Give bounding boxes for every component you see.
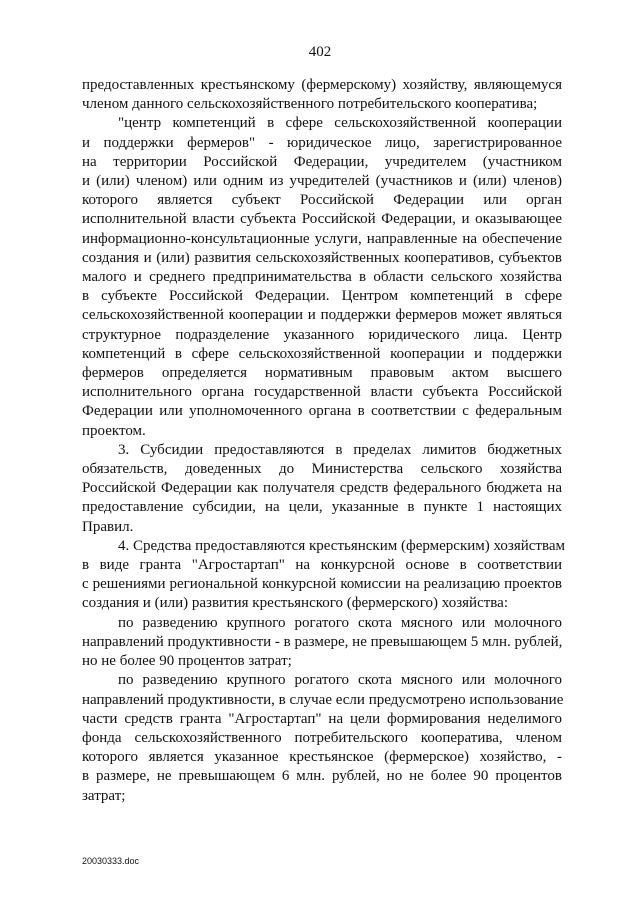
footer-filename: 20030333.doc — [82, 856, 140, 866]
text-line: фонда сельскохозяйственного потребительского кооператива, членом — [82, 729, 562, 746]
text-line: части средств гранта "Агростартап" на цели формирования неделимого — [82, 710, 562, 727]
text-line: но не более 90 процентов затрат; — [82, 653, 292, 670]
text-line: Правил. — [82, 518, 134, 535]
text-line: 4. Средства предоставляются крестьянским (фермерским) хозяйствам — [118, 537, 566, 554]
body-text — [82, 76, 566, 806]
text-line: компетенций в сфере сельскохозяйственной кооперации и поддержки — [82, 345, 562, 362]
text-line: "центр компетенций в сфере сельскохозяйственной кооперации — [118, 115, 562, 132]
text-line: предоставление субсидии, на цели, указанные в пункте 1 настоящих — [82, 499, 562, 516]
text-line: малого и среднего предпринимательства в области сельского хозяйства — [82, 269, 562, 286]
text-line: в размере, не превышающем 6 млн. рублей, но не более 90 процентов — [82, 768, 562, 785]
text-line: Федерации или уполномоченного органа в соответствии с федеральным — [82, 403, 562, 420]
text-line: сельскохозяйственной кооперации и поддержки фермеров может являться — [82, 307, 562, 324]
text-line: затрат; — [82, 787, 126, 804]
text-line: по разведению крупного рогатого скота мясного или молочного — [118, 614, 562, 631]
text-line: по разведению крупного рогатого скота мясного или молочного — [118, 672, 562, 689]
paragraph-cattle-grant — [82, 614, 562, 672]
text-line: предоставленных крестьянскому (фермерскому) хозяйству, являющемуся — [82, 77, 562, 93]
text-line: создания и (или) развития сельскохозяйственных кооперативов, субъектов — [82, 249, 562, 266]
paragraph-cattle-grant-cooperative — [82, 671, 562, 805]
text-line: и поддержки фермеров" - юридическое лицо, зарегистрированное — [82, 134, 562, 151]
text-line: направлений продуктивности - в размере, не превышающем 5 млн. рублей, — [82, 633, 563, 650]
text-line: структурное подразделение указанного юридического лица. Центр — [82, 326, 562, 343]
paragraph-continuation — [82, 76, 562, 114]
text-line: которого является указанное крестьянское (фермерское) хозяйство, - — [82, 749, 562, 766]
text-line: исполнительного органа государственной власти субъекта Российской — [82, 384, 562, 401]
text-line: фермеров определяется нормативным правовым актом высшего — [82, 365, 562, 382]
text-line: членом данного сельскохозяйственного потребительского кооператива; — [82, 96, 538, 113]
page-number: 402 — [308, 44, 332, 60]
text-line: Российской Федерации как получателя средств федерального бюджета на — [82, 480, 562, 497]
paragraph-item-3 — [82, 441, 562, 537]
text-line: направлений продуктивности, в случае если предусмотрено использование — [82, 691, 564, 708]
text-line: которого является субъект Российской Федерации или орган — [82, 192, 562, 209]
text-line: проектом. — [82, 422, 146, 439]
text-line: 3. Субсидии предоставляются в пределах лимитов бюджетных — [118, 441, 562, 458]
text-line: исполнительной власти субъекта Российской Федерации, и оказывающее — [82, 211, 562, 228]
text-line: на территории Российской Федерации, учредителем (участником — [82, 153, 562, 170]
text-line: информационно-консультационные услуги, направленные на обеспечение — [82, 230, 562, 247]
text-line: в виде гранта "Агростартап" на конкурсной основе в соответствии — [82, 557, 562, 574]
text-line: создания и (или) развития крестьянского (фермерского) хозяйства: — [82, 595, 509, 612]
paragraph-item-4 — [82, 537, 566, 614]
text-line: обязательств, доведенных до Министерства сельского хозяйства — [82, 461, 562, 478]
text-line: с решениями региональной конкурсной комиссии на реализацию проектов — [82, 576, 562, 593]
paragraph-definition — [82, 114, 562, 440]
text-line: в субъекте Российской Федерации. Центром компетенций в сфере — [82, 288, 562, 305]
text-line: и (или) членом) или одним из учредителей (участников и (или) членов) — [82, 173, 562, 190]
